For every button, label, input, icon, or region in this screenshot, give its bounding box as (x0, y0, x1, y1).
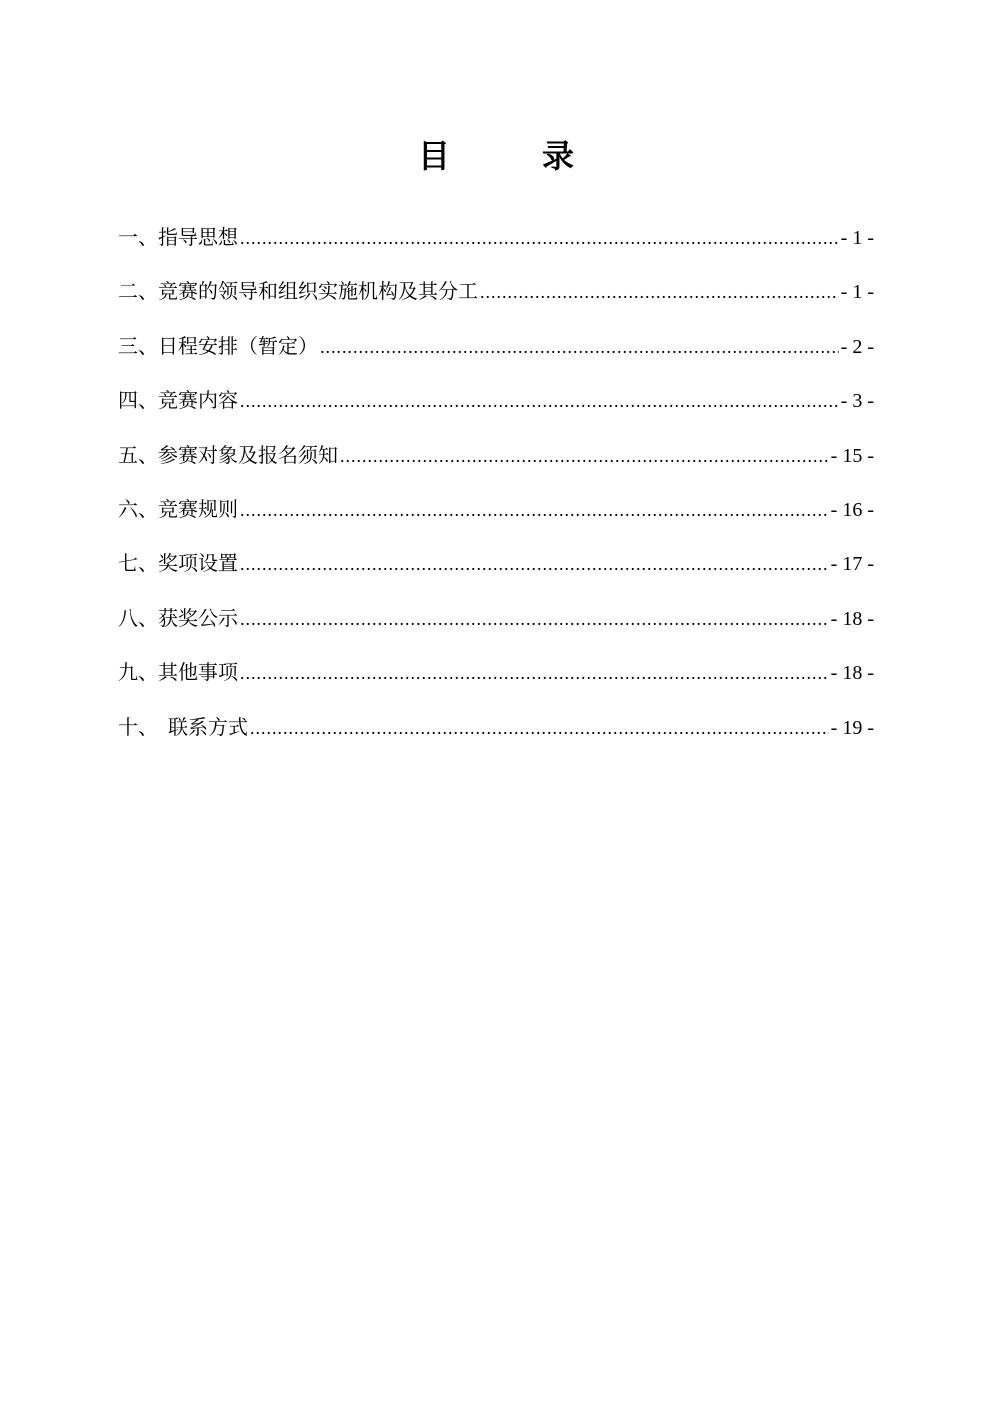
page-title: 目 录 (417, 137, 604, 175)
toc-entry-label: 一、指导思想 (118, 225, 238, 249)
toc-page-number: - 18 - (830, 607, 874, 630)
toc-page-number: - 3 - (840, 390, 874, 413)
toc-dot-leader (240, 217, 839, 259)
table-of-contents (118, 216, 874, 760)
toc-entry-label: 十、 联系方式 (118, 714, 248, 739)
toc-page-number: - 16 - (830, 498, 874, 521)
toc-page-number: - 15 - (830, 444, 874, 467)
toc-dot-leader (340, 435, 829, 477)
toc-entry-rules[interactable] (118, 488, 874, 542)
toc-page-number: - 17 - (830, 553, 874, 576)
toc-entry-announcement[interactable] (118, 597, 874, 651)
toc-page-number: - 1 - (840, 281, 874, 304)
toc-dot-leader (250, 707, 829, 749)
toc-entry-awards[interactable] (118, 542, 874, 596)
toc-entry-content[interactable] (118, 379, 874, 433)
toc-dot-leader (240, 489, 829, 531)
toc-entry-guiding-ideology[interactable] (118, 216, 874, 270)
toc-entry-participants[interactable] (118, 434, 874, 488)
toc-entry-label: 五、参赛对象及报名须知 (118, 442, 338, 467)
toc-page-number: - 19 - (830, 716, 874, 739)
toc-page-number: - 18 - (830, 662, 874, 685)
toc-entry-label: 九、其他事项 (118, 660, 238, 685)
toc-dot-leader (320, 326, 839, 368)
toc-dot-leader (480, 271, 839, 313)
toc-dot-leader (240, 598, 829, 640)
toc-entry-label: 四、竞赛内容 (118, 388, 238, 413)
toc-entry-other-matters[interactable] (118, 651, 874, 705)
toc-entry-label: 七、奖项设置 (118, 551, 238, 576)
toc-entry-organization[interactable] (118, 270, 874, 324)
toc-page-number: - 2 - (840, 335, 874, 358)
toc-dot-leader (240, 543, 829, 585)
toc-entry-schedule[interactable] (118, 325, 874, 379)
toc-entry-label: 六、竞赛规则 (118, 496, 238, 521)
toc-dot-leader (240, 652, 829, 694)
toc-entry-label: 三、日程安排（暂定） (118, 333, 318, 358)
toc-entry-label: 二、竞赛的领导和组织实施机构及其分工 (118, 279, 478, 304)
toc-page-number: - 1 - (840, 227, 874, 249)
toc-entry-contact[interactable] (118, 706, 874, 760)
toc-dot-leader (240, 380, 839, 422)
toc-entry-label: 八、获奖公示 (118, 605, 238, 630)
